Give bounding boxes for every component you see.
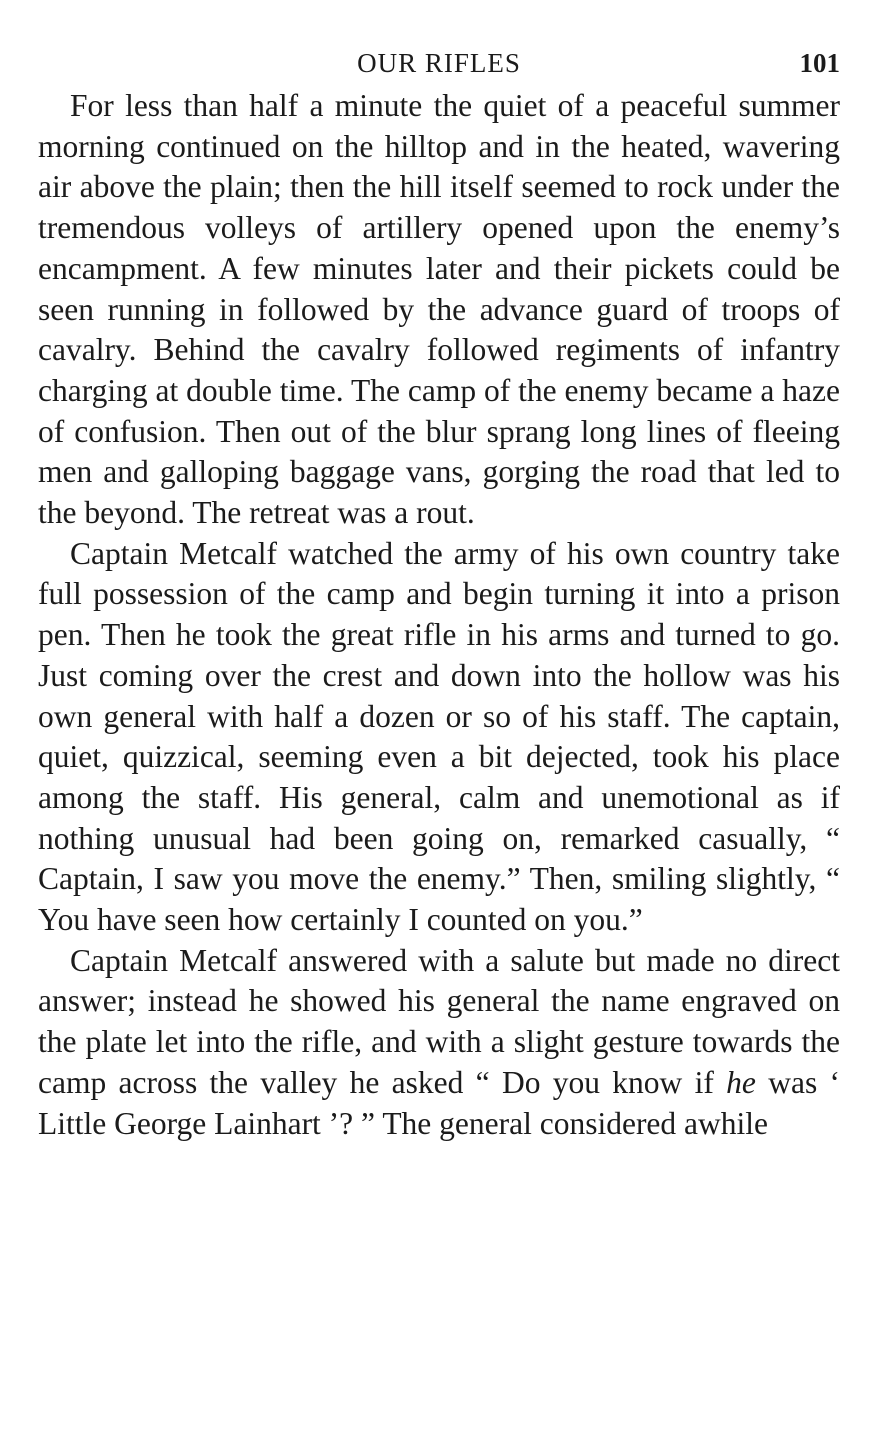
page-number: 101 bbox=[799, 48, 840, 78]
running-head-title: OUR RIFLES bbox=[357, 48, 521, 78]
body-text bbox=[38, 86, 840, 1144]
paragraph-3-italic-word: he bbox=[726, 1064, 756, 1100]
book-page bbox=[38, 42, 840, 1144]
paragraph-2: Captain Metcalf watched the army of his own country take full possession of the camp and begin turning it into a prison pen. Then he took the great rifle in his arms and turned to go. Just coming over the crest and down into the hollow was his own general with half a dozen or so of his staff. The captain, quiet, quizzical, seeming even a bit dejected, took his place among the staff. His general, calm and unemotional as if nothing unusual had been going on, remarked casually, “ Captain, I saw you move the enemy.” Then, smiling slightly, “ You have seen how certainly I counted on you.” bbox=[38, 535, 840, 938]
running-head bbox=[38, 42, 840, 86]
paragraph-3-text-end: was ‘ Little George Lainhart ’? ” The general considered awhile bbox=[38, 1064, 840, 1141]
paragraph-3 bbox=[38, 941, 840, 1145]
paragraph-1: For less than half a minute the quiet of a peaceful summer morning continued on the hilltop and in the heated, wavering air above the plain; then the hill itself seemed to rock under the tremendous volleys of artillery opened upon the enemy’s encampment. A few minutes later and their pickets could be seen running in followed by the advance guard of troops of cavalry. Behind the cavalry followed regiments of infantry charging at double time. The camp of the enemy became a haze of confusion. Then out of the blur sprang long lines of fleeing men and galloping baggage vans, gorging the road that led to the beyond. The retreat was a rout. bbox=[38, 88, 840, 531]
paragraph-3-text-start: Captain Metcalf answered with a salute but made no direct answer; instead he showed his general the name engraved on the plate let into the rifle, and with a slight gesture towards the camp across the valley he asked “ Do you know if bbox=[38, 942, 840, 1100]
